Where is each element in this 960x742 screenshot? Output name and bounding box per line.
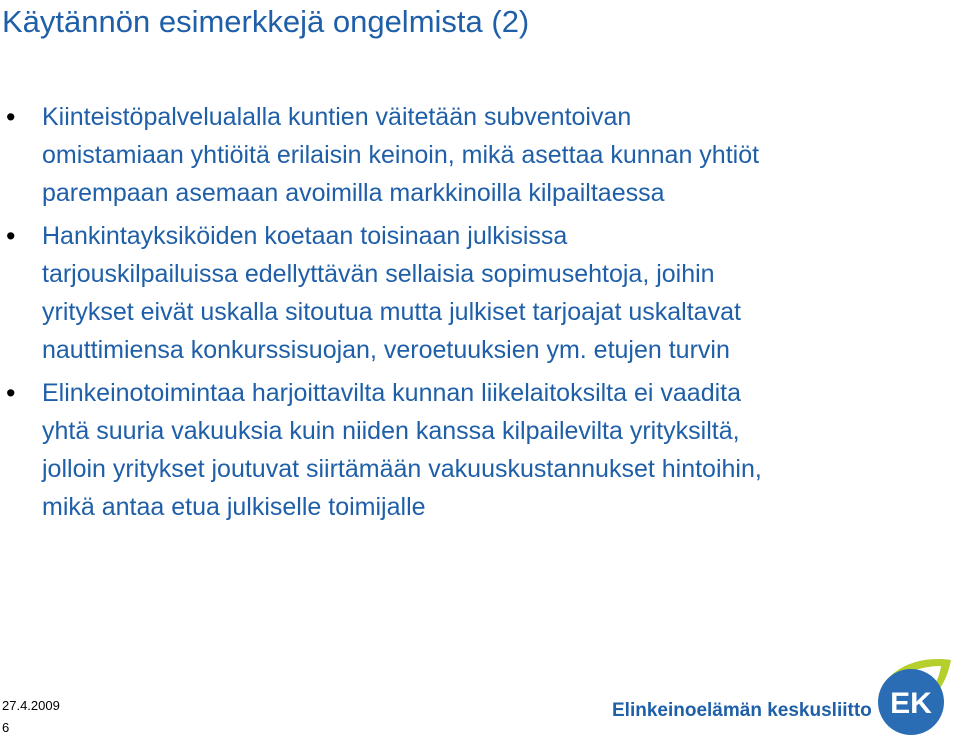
bullet-line: Kiinteistöpalvelualalla kuntien väitetään subventoivan xyxy=(42,103,632,131)
bullet-line: parempaan asemaan avoimilla markkinoilla kilpailtaessa xyxy=(42,179,665,207)
bullet-dot-icon: • xyxy=(6,221,16,251)
bullet-line: Elinkeinotoimintaa harjoittavilta kunnan liikelaitoksilta ei vaadita xyxy=(42,379,741,407)
bullet-line: tarjouskilpailuissa edellyttävän sellaisia sopimusehtoja, joihin xyxy=(42,260,715,288)
bullet-item xyxy=(0,374,960,526)
bullet-line: yhtä suuria vakuuksia kuin niiden kanssa kilpailevilta yrityksiltä, xyxy=(42,417,740,445)
bullet-line: nauttimiensa konkurssisuojan, veroetuuksien ym. etujen turvin xyxy=(42,336,730,364)
bullet-line: Hankintayksiköiden koetaan toisinaan julkisissa xyxy=(42,222,568,250)
slide-title: Käytännön esimerkkejä ongelmista (2) xyxy=(2,4,530,39)
ek-logo-icon xyxy=(873,656,953,738)
bullet-line: omistamiaan yhtiöitä erilaisin keinoin, mikä asettaa kunnan yhtiöt xyxy=(42,141,760,169)
bullet-line: yritykset eivät uskalla sitoutua mutta julkiset tarjoajat uskaltavat xyxy=(42,298,741,326)
logo-text: EK xyxy=(890,687,932,720)
organization-name: Elinkeinoelämän keskusliitto xyxy=(612,700,872,721)
page-number: 6 xyxy=(2,720,10,735)
bullet-dot-icon: • xyxy=(6,102,16,132)
footer-date: 27.4.2009 xyxy=(2,698,60,713)
bullet-list xyxy=(0,98,960,531)
bullet-dot-icon: • xyxy=(6,378,16,408)
bullet-line: jolloin yritykset joutuvat siirtämään vakuuskustannukset hintoihin, xyxy=(42,455,762,483)
bullet-item xyxy=(0,98,960,212)
bullet-line: mikä antaa etua julkiselle toimijalle xyxy=(42,493,426,521)
bullet-item xyxy=(0,217,960,369)
